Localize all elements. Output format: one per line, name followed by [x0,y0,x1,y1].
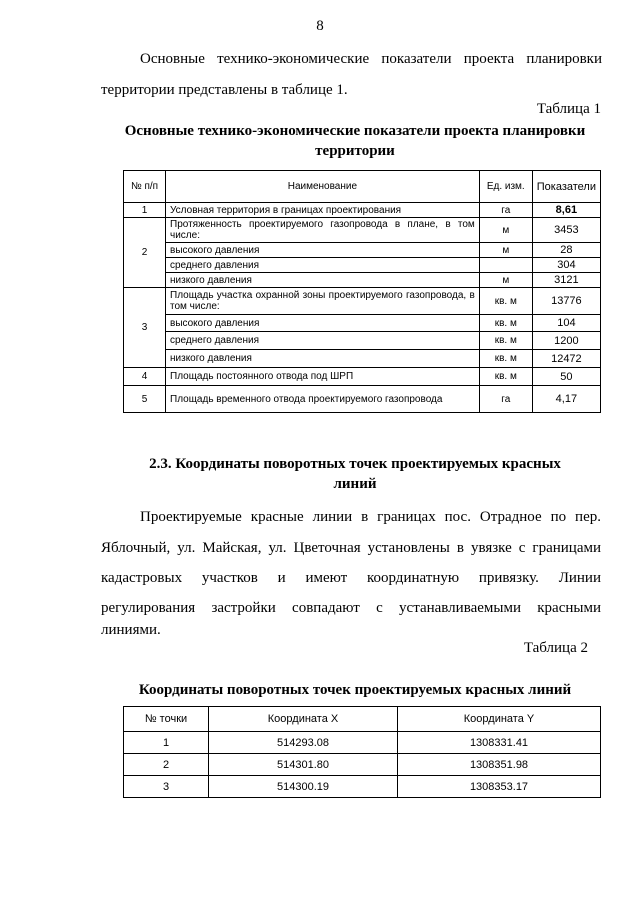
row-num: 4 [124,368,166,386]
row-name: Площадь временного отвода проектируемого газопровода [166,386,480,413]
cell-x: 514293.08 [209,732,398,754]
intro-line-1: Основные технико-экономические показатели проекта планировки [140,51,602,67]
section-para-line-1: Проектируемые красные линии в границах пос. Отрадное по пер. [140,509,601,525]
header-value: Показатели [532,171,600,203]
cell-point: 1 [124,732,209,754]
header-unit: Ед. изм. [479,171,532,203]
cell-y: 1308351.98 [398,754,601,776]
table-row [124,288,601,315]
row-unit: кв. м [479,350,532,368]
table2-title: Координаты поворотных точек проектируемых красных линий [138,682,572,698]
header-x: Координата X [209,707,398,732]
table-header-row [124,171,601,203]
header-name: Наименование [166,171,480,203]
section-title-line-1: 2.3. Координаты поворотных точек проектируемых красных [149,456,561,472]
table-row [124,203,601,218]
coordinates-table [123,706,601,798]
cell-x: 514301.80 [209,754,398,776]
row-value: 4,17 [532,386,600,413]
row-value: 28 [532,243,600,258]
row-name: Условная территория в границах проектирования [166,203,480,218]
section-para-line-3: кадастровых участков и имеют координатную привязку. Линии [101,570,601,586]
row-unit: м [479,243,532,258]
row-unit: кв. м [479,288,532,315]
row-name: низкого давления [166,273,480,288]
table2-caption: Таблица 2 [523,640,588,656]
table-row [124,243,601,258]
row-unit: га [479,203,532,218]
cell-x: 514300.19 [209,776,398,798]
row-num: 1 [124,203,166,218]
table-row [124,332,601,350]
row-name: высокого давления [166,243,480,258]
row-unit: кв. м [479,332,532,350]
row-name: Площадь постоянного отвода под ШРП [166,368,480,386]
row-unit: кв. м [479,315,532,332]
row-unit: кв. м [479,368,532,386]
row-name: среднего давления [166,332,480,350]
table-row [124,776,601,798]
row-name: Площадь участка охранной зоны проектируемого газопровода, в том числе: [166,288,480,315]
table-row [124,350,601,368]
table1-title-line-1: Основные технико-экономические показатели проекта планировки [124,123,586,139]
cell-point: 3 [124,776,209,798]
intro-line-2: территории представлены в таблице 1. [101,82,348,98]
row-unit [479,258,532,273]
section-para-line-2: Яблочный, ул. Майская, ул. Цветочная установлены в увязке с границами [101,540,601,556]
table-row [124,368,601,386]
section-para-line-5: линиями. [101,622,161,638]
row-value: 104 [532,315,600,332]
indicators-table [123,170,601,413]
table-row [124,732,601,754]
row-value: 3453 [532,218,600,243]
row-value: 8,61 [532,203,600,218]
row-num: 5 [124,386,166,413]
table-row [124,754,601,776]
row-value: 13776 [532,288,600,315]
row-name: высокого давления [166,315,480,332]
cell-y: 1308331.41 [398,732,601,754]
row-unit: га [479,386,532,413]
row-name: низкого давления [166,350,480,368]
row-unit: м [479,218,532,243]
table-row [124,386,601,413]
row-num: 2 [124,218,166,288]
table1-title-line-2: территории [315,143,395,159]
row-name: среднего давления [166,258,480,273]
row-unit: м [479,273,532,288]
row-name: Протяженность проектируемого газопровода в плане, в том числе: [166,218,480,243]
cell-y: 1308353.17 [398,776,601,798]
row-value: 304 [532,258,600,273]
section-title [100,454,610,494]
row-value: 3121 [532,273,600,288]
section-title-line-2: линий [333,476,377,492]
header-num: № п/п [124,171,166,203]
row-value: 12472 [532,350,600,368]
table-row [124,258,601,273]
row-value: 1200 [532,332,600,350]
row-num: 3 [124,288,166,368]
table-header-row [124,707,601,732]
row-value: 50 [532,368,600,386]
table1-title [100,121,610,161]
table-row [124,218,601,243]
header-point: № точки [124,707,209,732]
page-number: 8 [316,18,324,34]
cell-point: 2 [124,754,209,776]
table1-caption: Таблица 1 [536,101,601,117]
header-y: Координата Y [398,707,601,732]
table-row [124,273,601,288]
section-para-line-4: регулирования застройки совпадают с устанавливаемыми красными [101,600,601,616]
table-row [124,315,601,332]
